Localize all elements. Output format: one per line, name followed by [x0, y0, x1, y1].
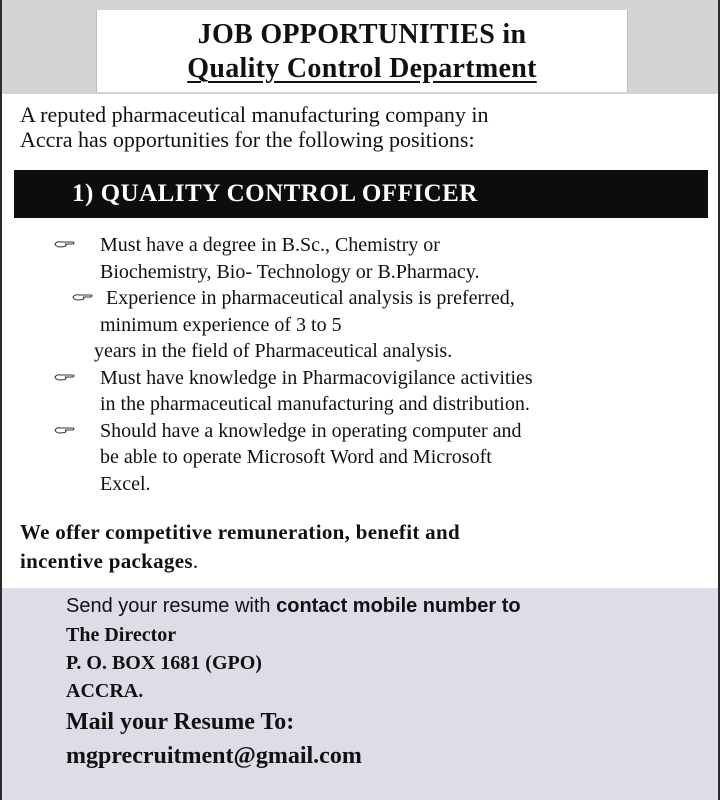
pointing-hand-icon	[54, 372, 76, 382]
offer-line-2	[20, 547, 710, 576]
requirements-list	[2, 232, 720, 497]
intro-line-2: Accra has opportunities for the following positions:	[20, 127, 475, 152]
requirement-item-experience	[2, 285, 720, 365]
offer-statement	[20, 518, 710, 576]
requirement-item-pharmacovigilance	[2, 365, 720, 418]
intro-paragraph	[20, 102, 710, 152]
position-title-bar	[14, 170, 708, 218]
email-address[interactable]: mgprecruitment@gmail.com	[66, 743, 362, 769]
send-resume-prefix: Send your resume with	[66, 595, 277, 617]
offer-line-2-text: incentive packages	[20, 549, 193, 573]
requirement-item-computer-skills	[2, 418, 720, 498]
intro-line-1: A reputed pharmaceutical manufacturing company in	[20, 102, 489, 127]
position-title: 1) QUALITY CONTROL OFFICER	[72, 180, 478, 207]
title-box	[96, 10, 628, 92]
requirement-line: Should have a knowledge in operating computer and	[100, 419, 522, 442]
contact-section	[2, 588, 718, 800]
requirement-line: Must have a degree in B.Sc., Chemistry or	[100, 234, 440, 256]
requirement-line: years in the field of Pharmaceutical analysis.	[94, 340, 453, 362]
send-resume-line	[66, 592, 718, 621]
requirement-line: Biochemistry, Bio- Technology or B.Pharmacy.	[100, 260, 480, 283]
city: ACCRA.	[66, 680, 144, 702]
page-title-line-2: Quality Control Department	[187, 53, 537, 84]
po-box: P. O. BOX 1681 (GPO)	[66, 652, 262, 674]
requirement-line: Experience in pharmaceutical analysis is preferred,	[106, 287, 515, 309]
pointing-hand-icon	[54, 239, 76, 249]
requirement-line: be able to operate Microsoft Word and Microsoft	[100, 446, 492, 468]
recipient: The Director	[66, 624, 177, 646]
mail-heading: Mail your Resume To:	[66, 709, 295, 735]
requirement-line: Must have knowledge in Pharmacovigilance activities	[100, 366, 533, 389]
offer-line-1: We offer competitive remuneration, benefit and	[20, 520, 460, 544]
pointing-hand-icon	[72, 292, 94, 302]
requirement-line: in the pharmaceutical manufacturing and distribution.	[100, 393, 530, 415]
requirement-item-degree	[2, 232, 720, 285]
requirement-line: minimum experience of 3 to 5	[100, 313, 342, 336]
pointing-hand-icon	[54, 425, 76, 435]
requirement-line: Excel.	[100, 472, 151, 495]
send-resume-bold: contact mobile number to	[276, 595, 521, 617]
page-title-line-1: JOB OPPORTUNITIES in	[197, 19, 527, 50]
offer-line-2-period: .	[192, 549, 199, 573]
